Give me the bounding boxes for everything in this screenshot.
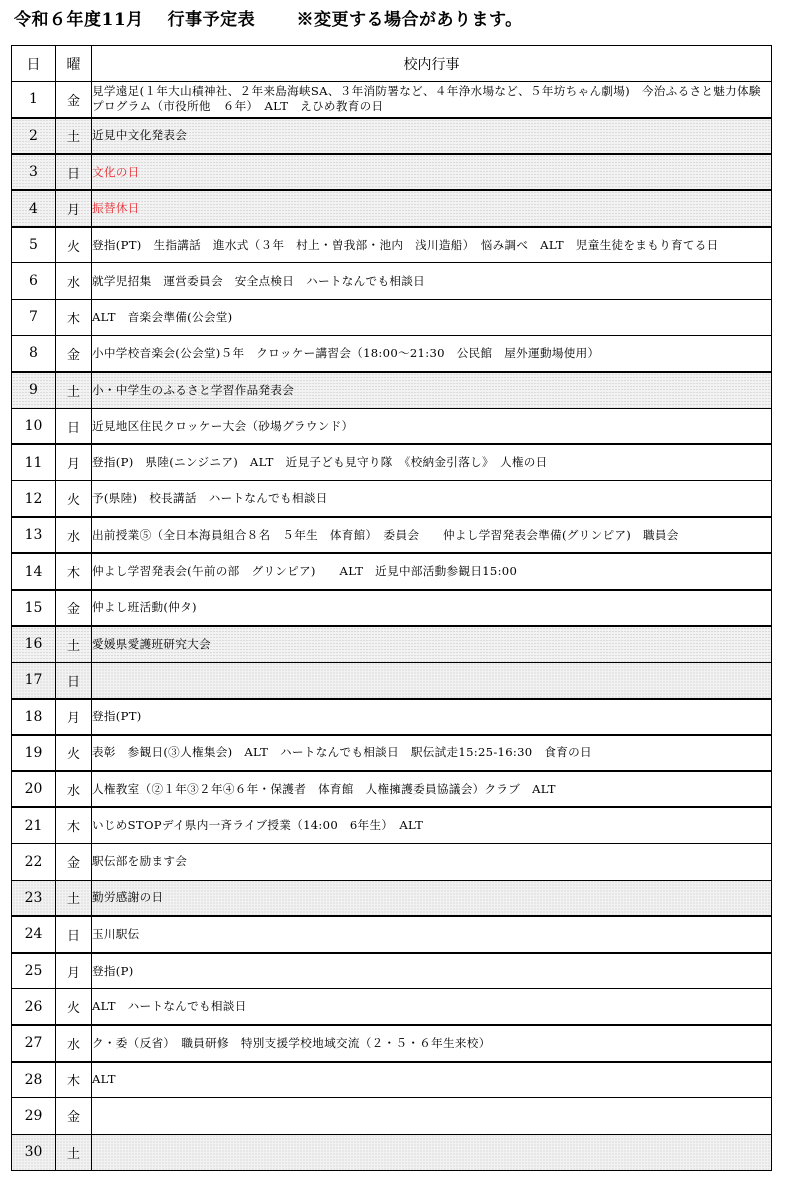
table-row (12, 916, 772, 952)
events-cell: 玉川駅伝 (92, 916, 772, 952)
weekday-cell: 日 (56, 408, 92, 444)
events-cell: 愛媛県愛護班研究大会 (92, 626, 772, 662)
day-cell: 30 (12, 1134, 56, 1170)
day-cell: 20 (12, 771, 56, 807)
day-cell: 1 (12, 82, 56, 118)
table-row (12, 154, 772, 190)
weekday-cell: 水 (56, 1025, 92, 1061)
table-row (12, 1062, 772, 1098)
events-cell: 表彰 参観日(③人権集会) ALT ハートなんでも相談日 駅伝試走15:25-16:30 食育の日 (92, 735, 772, 771)
events-cell: 仲よし学習発表会(午前の部 グリンピア) ALT 近見中部活動参観日15:00 (92, 553, 772, 589)
events-cell: 近見中文化発表会 (92, 118, 772, 154)
weekday-cell: 火 (56, 989, 92, 1025)
events-cell: ALT ハートなんでも相談日 (92, 989, 772, 1025)
day-cell: 27 (12, 1025, 56, 1061)
day-cell: 5 (12, 227, 56, 263)
day-cell: 21 (12, 807, 56, 843)
day-cell: 13 (12, 517, 56, 553)
day-cell: 16 (12, 626, 56, 662)
day-cell: 29 (12, 1098, 56, 1134)
table-row (12, 953, 772, 989)
table-row (12, 263, 772, 299)
weekday-cell: 日 (56, 662, 92, 698)
events-cell: 振替休日 (92, 190, 772, 226)
table-row (12, 699, 772, 735)
weekday-cell: 木 (56, 299, 92, 335)
events-cell (92, 662, 772, 698)
day-cell: 23 (12, 880, 56, 916)
weekday-cell: 木 (56, 1062, 92, 1098)
table-row (12, 408, 772, 444)
weekday-cell: 土 (56, 626, 92, 662)
table-row (12, 880, 772, 916)
day-cell: 10 (12, 408, 56, 444)
table-row (12, 336, 772, 372)
weekday-cell: 水 (56, 263, 92, 299)
weekday-cell: 月 (56, 444, 92, 480)
weekday-cell: 火 (56, 227, 92, 263)
day-cell: 15 (12, 590, 56, 626)
day-cell: 14 (12, 553, 56, 589)
table-row (12, 1098, 772, 1134)
table-row (12, 190, 772, 226)
schedule-table (11, 45, 772, 1171)
day-cell: 12 (12, 481, 56, 517)
weekday-cell: 月 (56, 953, 92, 989)
events-cell: ク・委（反省） 職員研修 特別支援学校地域交流（２・５・６年生来校） (92, 1025, 772, 1061)
weekday-cell: 金 (56, 82, 92, 118)
table-header-row (12, 46, 772, 82)
weekday-cell: 金 (56, 844, 92, 880)
header-day: 日 (12, 46, 56, 82)
events-cell: 出前授業⑤（全日本海員組合８名 ５年生 体育館） 委員会 仲よし学習発表会準備(グリンピア) 職員会 (92, 517, 772, 553)
table-row (12, 553, 772, 589)
day-cell: 8 (12, 336, 56, 372)
weekday-cell: 木 (56, 553, 92, 589)
day-cell: 17 (12, 662, 56, 698)
day-cell: 7 (12, 299, 56, 335)
table-row (12, 299, 772, 335)
events-cell: 就学児招集 運営委員会 安全点検日 ハートなんでも相談日 (92, 263, 772, 299)
table-row (12, 1025, 772, 1061)
weekday-cell: 火 (56, 481, 92, 517)
day-cell: 6 (12, 263, 56, 299)
events-cell: 予(県陸) 校長講話 ハートなんでも相談日 (92, 481, 772, 517)
table-row (12, 735, 772, 771)
day-cell: 2 (12, 118, 56, 154)
weekday-cell: 土 (56, 880, 92, 916)
table-row (12, 227, 772, 263)
header-weekday: 曜 (56, 46, 92, 82)
events-cell: 勤労感謝の日 (92, 880, 772, 916)
events-cell: 近見地区住民クロッケー大会（砂場グラウンド） (92, 408, 772, 444)
page-title: 令和６年度11月 行事予定表 ※変更する場合があります。 (14, 10, 523, 30)
events-cell: 登指(PT) 生指講話 進水式（３年 村上・曽我部・池内 浅川造船） 悩み調べ ALT 児童生徒をまもり育てる日 (92, 227, 772, 263)
weekday-cell: 金 (56, 590, 92, 626)
table-row (12, 444, 772, 480)
day-cell: 19 (12, 735, 56, 771)
events-cell: いじめSTOPデイ県内一斉ライブ授業（14:00 6年生） ALT (92, 807, 772, 843)
day-cell: 26 (12, 989, 56, 1025)
day-cell: 25 (12, 953, 56, 989)
weekday-cell: 日 (56, 154, 92, 190)
day-cell: 18 (12, 699, 56, 735)
table-row (12, 372, 772, 408)
weekday-cell: 土 (56, 1134, 92, 1170)
events-cell: ALT 音楽会準備(公会堂) (92, 299, 772, 335)
weekday-cell: 月 (56, 190, 92, 226)
day-cell: 24 (12, 916, 56, 952)
events-cell: 小・中学生のふるさと学習作品発表会 (92, 372, 772, 408)
header-events: 校内行事 (92, 46, 772, 82)
table-row (12, 590, 772, 626)
table-row (12, 807, 772, 843)
events-cell: 登指(P) (92, 953, 772, 989)
weekday-cell: 金 (56, 336, 92, 372)
events-cell: 登指(P) 県陸(ニンジニア) ALT 近見子ども見守り隊 《校納金引落し》 人権の日 (92, 444, 772, 480)
weekday-cell: 火 (56, 735, 92, 771)
events-cell (92, 1134, 772, 1170)
table-row (12, 662, 772, 698)
table-row (12, 82, 772, 118)
events-cell: ALT (92, 1062, 772, 1098)
day-cell: 3 (12, 154, 56, 190)
table-row (12, 517, 772, 553)
schedule-rows (12, 82, 772, 1171)
weekday-cell: 水 (56, 771, 92, 807)
events-cell: 人権教室（②１年③２年④６年・保護者 体育館 人権擁護委員協議会）クラブ ALT (92, 771, 772, 807)
table-row (12, 989, 772, 1025)
events-cell: 駅伝部を励ます会 (92, 844, 772, 880)
weekday-cell: 水 (56, 517, 92, 553)
day-cell: 28 (12, 1062, 56, 1098)
weekday-cell: 木 (56, 807, 92, 843)
weekday-cell: 土 (56, 372, 92, 408)
day-cell: 4 (12, 190, 56, 226)
weekday-cell: 金 (56, 1098, 92, 1134)
events-cell: 小中学校音楽会(公会堂)５年 クロッケー講習会（18:00～21:30 公民館 屋外運動場使用） (92, 336, 772, 372)
table-row (12, 626, 772, 662)
events-cell: 仲よし班活動(仲タ) (92, 590, 772, 626)
events-cell: 見学遠足(１年大山積神社、２年来島海峡SA、３年消防署など、４年浄水場など、５年坊ちゃん劇場) 今治ふるさと魅力体験プログラム（市役所他 ６年） ALT えひめ教育の日 (92, 82, 772, 118)
events-cell (92, 1098, 772, 1134)
weekday-cell: 土 (56, 118, 92, 154)
day-cell: 9 (12, 372, 56, 408)
weekday-cell: 月 (56, 699, 92, 735)
day-cell: 22 (12, 844, 56, 880)
events-cell: 登指(PT) (92, 699, 772, 735)
table-row (12, 1134, 772, 1170)
table-row (12, 844, 772, 880)
day-cell: 11 (12, 444, 56, 480)
table-row (12, 771, 772, 807)
weekday-cell: 日 (56, 916, 92, 952)
events-cell: 文化の日 (92, 154, 772, 190)
table-row (12, 118, 772, 154)
table-row (12, 481, 772, 517)
